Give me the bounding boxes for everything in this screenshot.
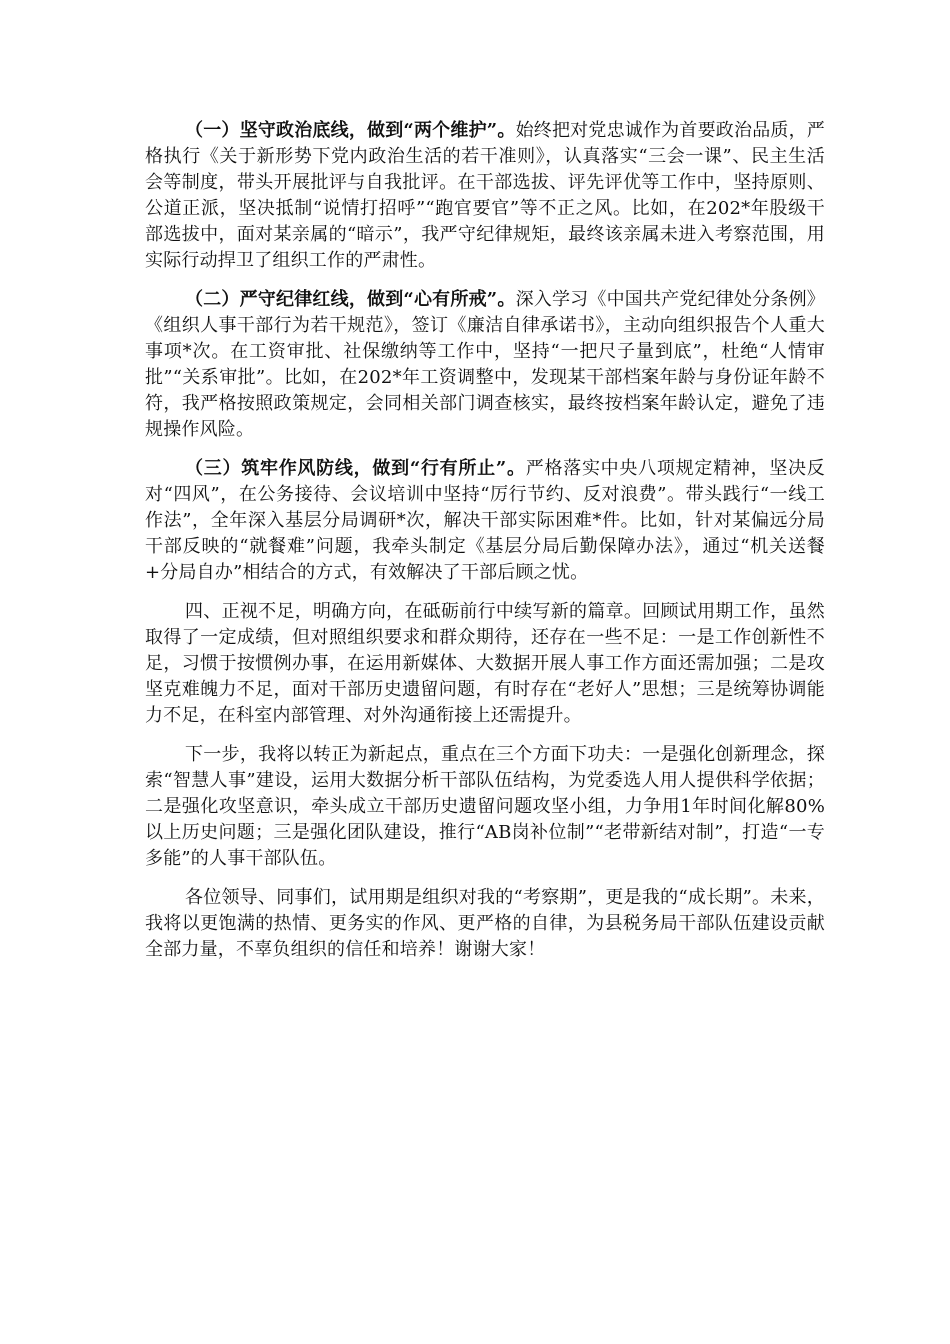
paragraph-political-bottom-line <box>145 118 825 274</box>
paragraph-heading: （三）筑牢作风防线，做到“行有所止”。 <box>185 458 526 479</box>
paragraph-text: 各位领导、同事们，试用期是组织对我的“考察期”，更是我的“成长期”。未来，我将以更饱满的热情、更务实的作风、更严格的自律，为县税务局干部队伍建设贡献全部力量，不辜负组织的信任和培养！谢谢大家！ <box>145 887 825 960</box>
paragraph-text: 严格落实中央八项规定精神，坚决反对“四风”，在公务接待、会议培训中坚持“厉行节约、反对浪费”。带头践行“一线工作法”，全年深入基层分局调研*次，解决干部实际困难*件。比如，针对某偏远分局干部反映的“就餐难”问题，我牵头制定《基层分局后勤保障办法》，通过“机关送餐+分局自办”相结合的方式，有效解决了干部后顾之忧。 <box>145 458 825 583</box>
paragraph-text: 深入学习《中国共产党纪律处分条例》《组织人事干部行为若干规范》，签订《廉洁自律承诺书》，主动向组织报告个人重大事项*次。在工资审批、社保缴纳等工作中，坚持“一把尺子量到底”，杜绝“人情审批”“关系审批”。比如，在202*年工资调整中，发现某干部档案年龄与身份证年龄不符，我严格按照政策规定，会同相关部门调查核实，最终按档案年龄认定，避免了违规操作风险。 <box>145 289 825 440</box>
paragraph-shortcomings <box>145 599 825 729</box>
paragraph-text: 始终把对党忠诚作为首要政治品质，严格执行《关于新形势下党内政治生活的若干准则》，认真落实“三会一课”、民主生活会等制度，带头开展批评与自我批评。在干部选拔、评先评优等工作中，坚持原则、公道正派，坚决抵制“说情打招呼”“跑官要官”等不正之风。比如，在202*年股级干部选拔中，面对某亲属的“暗示”，我严守纪律规矩，最终该亲属未进入考察范围，用实际行动捍卫了组织工作的严肃性。 <box>145 120 825 271</box>
paragraph-work-style-defense <box>145 456 825 586</box>
paragraph-heading: （二）严守纪律红线，做到“心有所戒”。 <box>185 289 516 310</box>
paragraph-heading: （一）坚守政治底线，做到“两个维护”。 <box>185 120 516 141</box>
document-body <box>145 118 825 976</box>
paragraph-closing <box>145 885 825 963</box>
paragraph-next-steps <box>145 742 825 872</box>
paragraph-text: 四、正视不足，明确方向，在砥砺前行中续写新的篇章。回顾试用期工作，虽然取得了一定成绩，但对照组织要求和群众期待，还存在一些不足：一是工作创新性不足，习惯于按惯例办事，在运用新媒体、大数据开展人事工作方面还需加强；二是攻坚克难魄力不足，面对干部历史遗留问题，有时存在“老好人”思想；三是统筹协调能力不足，在科室内部管理、对外沟通衔接上还需提升。 <box>145 601 825 726</box>
paragraph-discipline-red-line <box>145 287 825 443</box>
paragraph-text: 下一步，我将以转正为新起点，重点在三个方面下功夫：一是强化创新理念，探索“智慧人事”建设，运用大数据分析干部队伍结构，为党委选人用人提供科学依据；二是强化攻坚意识，牵头成立干部历史遗留问题攻坚小组，力争用1年时间化解80%以上历史问题；三是强化团队建设，推行“AB岗补位制”“老带新结对制”，打造“一专多能”的人事干部队伍。 <box>145 744 825 869</box>
